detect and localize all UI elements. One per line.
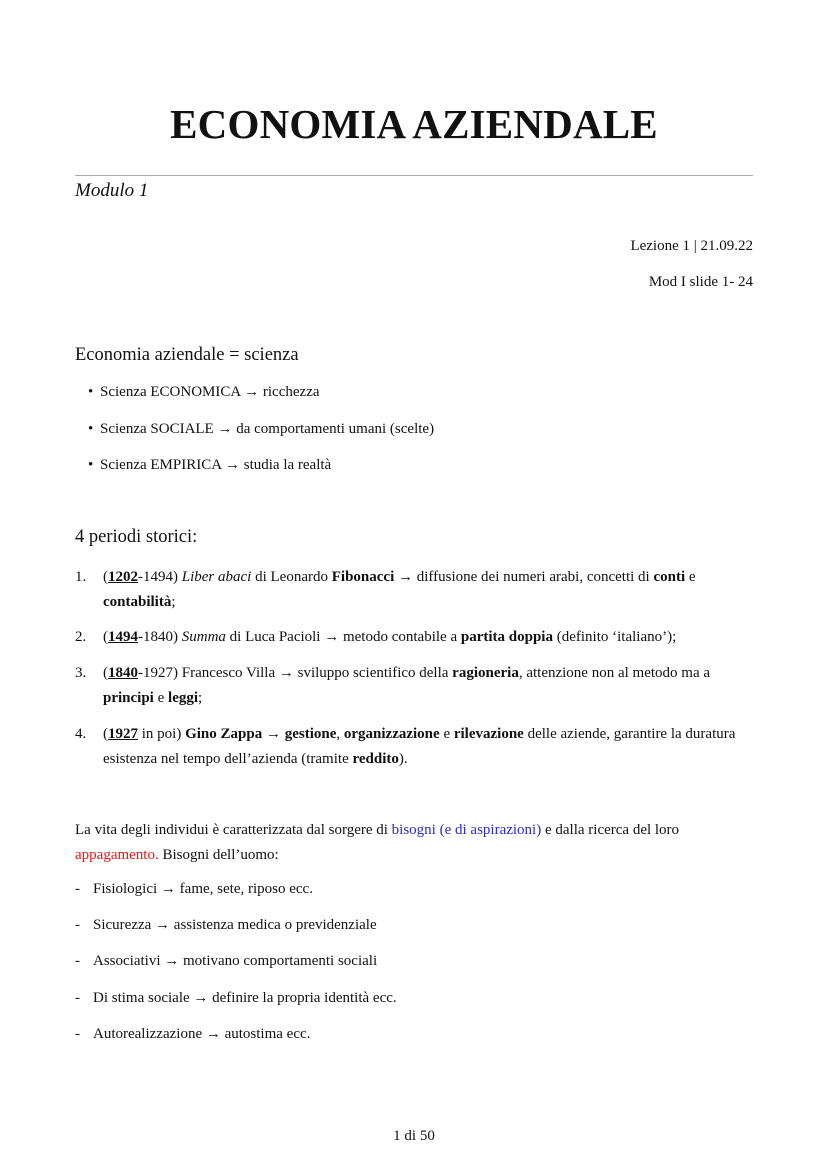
text-segment: → diffusione dei numeri arabi, concetti di <box>394 569 654 585</box>
text-segment: conti <box>653 569 686 585</box>
need-item <box>75 1026 310 1043</box>
text-segment: 1202 <box>108 569 138 585</box>
text-segment: e <box>685 569 696 585</box>
text-segment: principi <box>103 690 154 706</box>
text-segment: di Luca Pacioli → metodo contabile a <box>225 629 461 645</box>
item-text <box>103 625 753 650</box>
item-number: 2. <box>75 629 87 645</box>
text-segment: Gino Zappa → gestione <box>185 726 337 742</box>
section-heading-scienza: Economia aziendale = scienza <box>75 345 299 365</box>
text-segment: ; <box>171 594 176 610</box>
item-number: 4. <box>75 726 87 742</box>
need-item <box>75 990 397 1007</box>
section-heading-periodi: 4 periodi storici: <box>75 527 198 547</box>
text-segment: rilevazione <box>453 726 524 742</box>
title-divider <box>75 175 753 176</box>
history-item <box>75 722 753 772</box>
need-text: Associativi → motivano comportamenti sociali <box>93 953 378 970</box>
history-item <box>75 625 753 650</box>
text-segment: , attenzione non al metodo ma a <box>518 665 711 681</box>
need-text: Di stima sociale → definire la propria identità ecc. <box>93 989 397 1006</box>
text-segment: ; <box>198 690 203 706</box>
bullet-item: • Scienza SOCIALE → da comportamenti umani (scelte) <box>100 421 434 438</box>
text-segment: -1927) Francesco Villa → sviluppo scientifico della <box>138 665 453 681</box>
item-text <box>103 565 753 615</box>
text-segment: e <box>153 690 169 706</box>
text-segment: delle aziende, garantire la duratura esistenza nel tempo dell’azienda (tramite <box>103 726 736 767</box>
dash-marker: - <box>75 881 80 897</box>
need-item <box>75 881 313 898</box>
history-item <box>75 565 753 615</box>
page-number: 1 di 50 <box>393 1128 435 1144</box>
need-text: Autorealizzazione → autostima ecc. <box>93 1025 311 1042</box>
text-segment: (definito ‘italiano’); <box>552 629 677 645</box>
text-segment: in poi) <box>138 726 186 742</box>
item-number: 1. <box>75 569 87 585</box>
dash-marker: - <box>75 1025 80 1042</box>
text-segment: partita doppia <box>460 629 553 645</box>
text-segment: 1840 <box>108 665 138 681</box>
text-segment: organizzazione <box>343 726 440 742</box>
bullet-item: • Scienza ECONOMICA → ricchezza <box>100 384 320 401</box>
needs-paragraph <box>75 818 755 868</box>
text-segment: ). <box>398 751 408 767</box>
text-segment: e dalla ricerca del loro <box>541 822 680 838</box>
text-segment: Fibonacci <box>331 569 395 585</box>
text-segment: reddito <box>352 751 399 767</box>
text-segment: leggi <box>168 690 199 706</box>
text-segment: contabilità <box>103 594 172 610</box>
bullet-item: • Scienza EMPIRICA → studia la realtà <box>100 457 331 474</box>
slides-info: Mod I slide 1- 24 <box>648 274 753 290</box>
dash-marker: - <box>75 989 80 1006</box>
text-segment: -1494) <box>138 569 182 585</box>
text-segment: ragioneria <box>452 665 519 681</box>
text-segment: Summa <box>181 629 226 645</box>
item-text <box>103 661 753 711</box>
text-segment: -1840) <box>138 629 182 645</box>
item-text <box>103 722 753 772</box>
text-segment: e <box>439 726 454 742</box>
need-text: Fisiologici → fame, sete, riposo ecc. <box>93 881 313 897</box>
text-segment: La vita degli individui è caratterizzata dal sorgere di <box>75 822 392 838</box>
document-title: ECONOMIA AZIENDALE <box>170 101 658 147</box>
text-segment: di Leonardo <box>251 569 332 585</box>
text-segment: , <box>336 726 344 742</box>
text-segment: Bisogni dell’uomo: <box>158 847 279 863</box>
text-segment: ( <box>103 629 108 645</box>
text-segment: ( <box>103 726 108 742</box>
history-item <box>75 661 753 711</box>
text-segment: appagamento. <box>75 847 159 863</box>
text-segment: bisogni (e di aspirazioni) <box>391 822 542 838</box>
need-item <box>75 953 377 970</box>
text-segment: ( <box>103 569 108 585</box>
text-segment: Liber abaci <box>181 569 252 585</box>
dash-marker: - <box>75 953 80 970</box>
item-number: 3. <box>75 665 87 681</box>
dash-marker: - <box>75 917 80 934</box>
text-segment: ( <box>103 665 108 681</box>
module-label: Modulo 1 <box>75 180 149 201</box>
text-segment: 1927 <box>108 726 138 742</box>
text-segment: 1494 <box>108 629 138 645</box>
need-item <box>75 917 377 934</box>
need-text: Sicurezza → assistenza medica o previdenziale <box>93 917 377 934</box>
lesson-info: Lezione 1 | 21.09.22 <box>630 238 753 254</box>
